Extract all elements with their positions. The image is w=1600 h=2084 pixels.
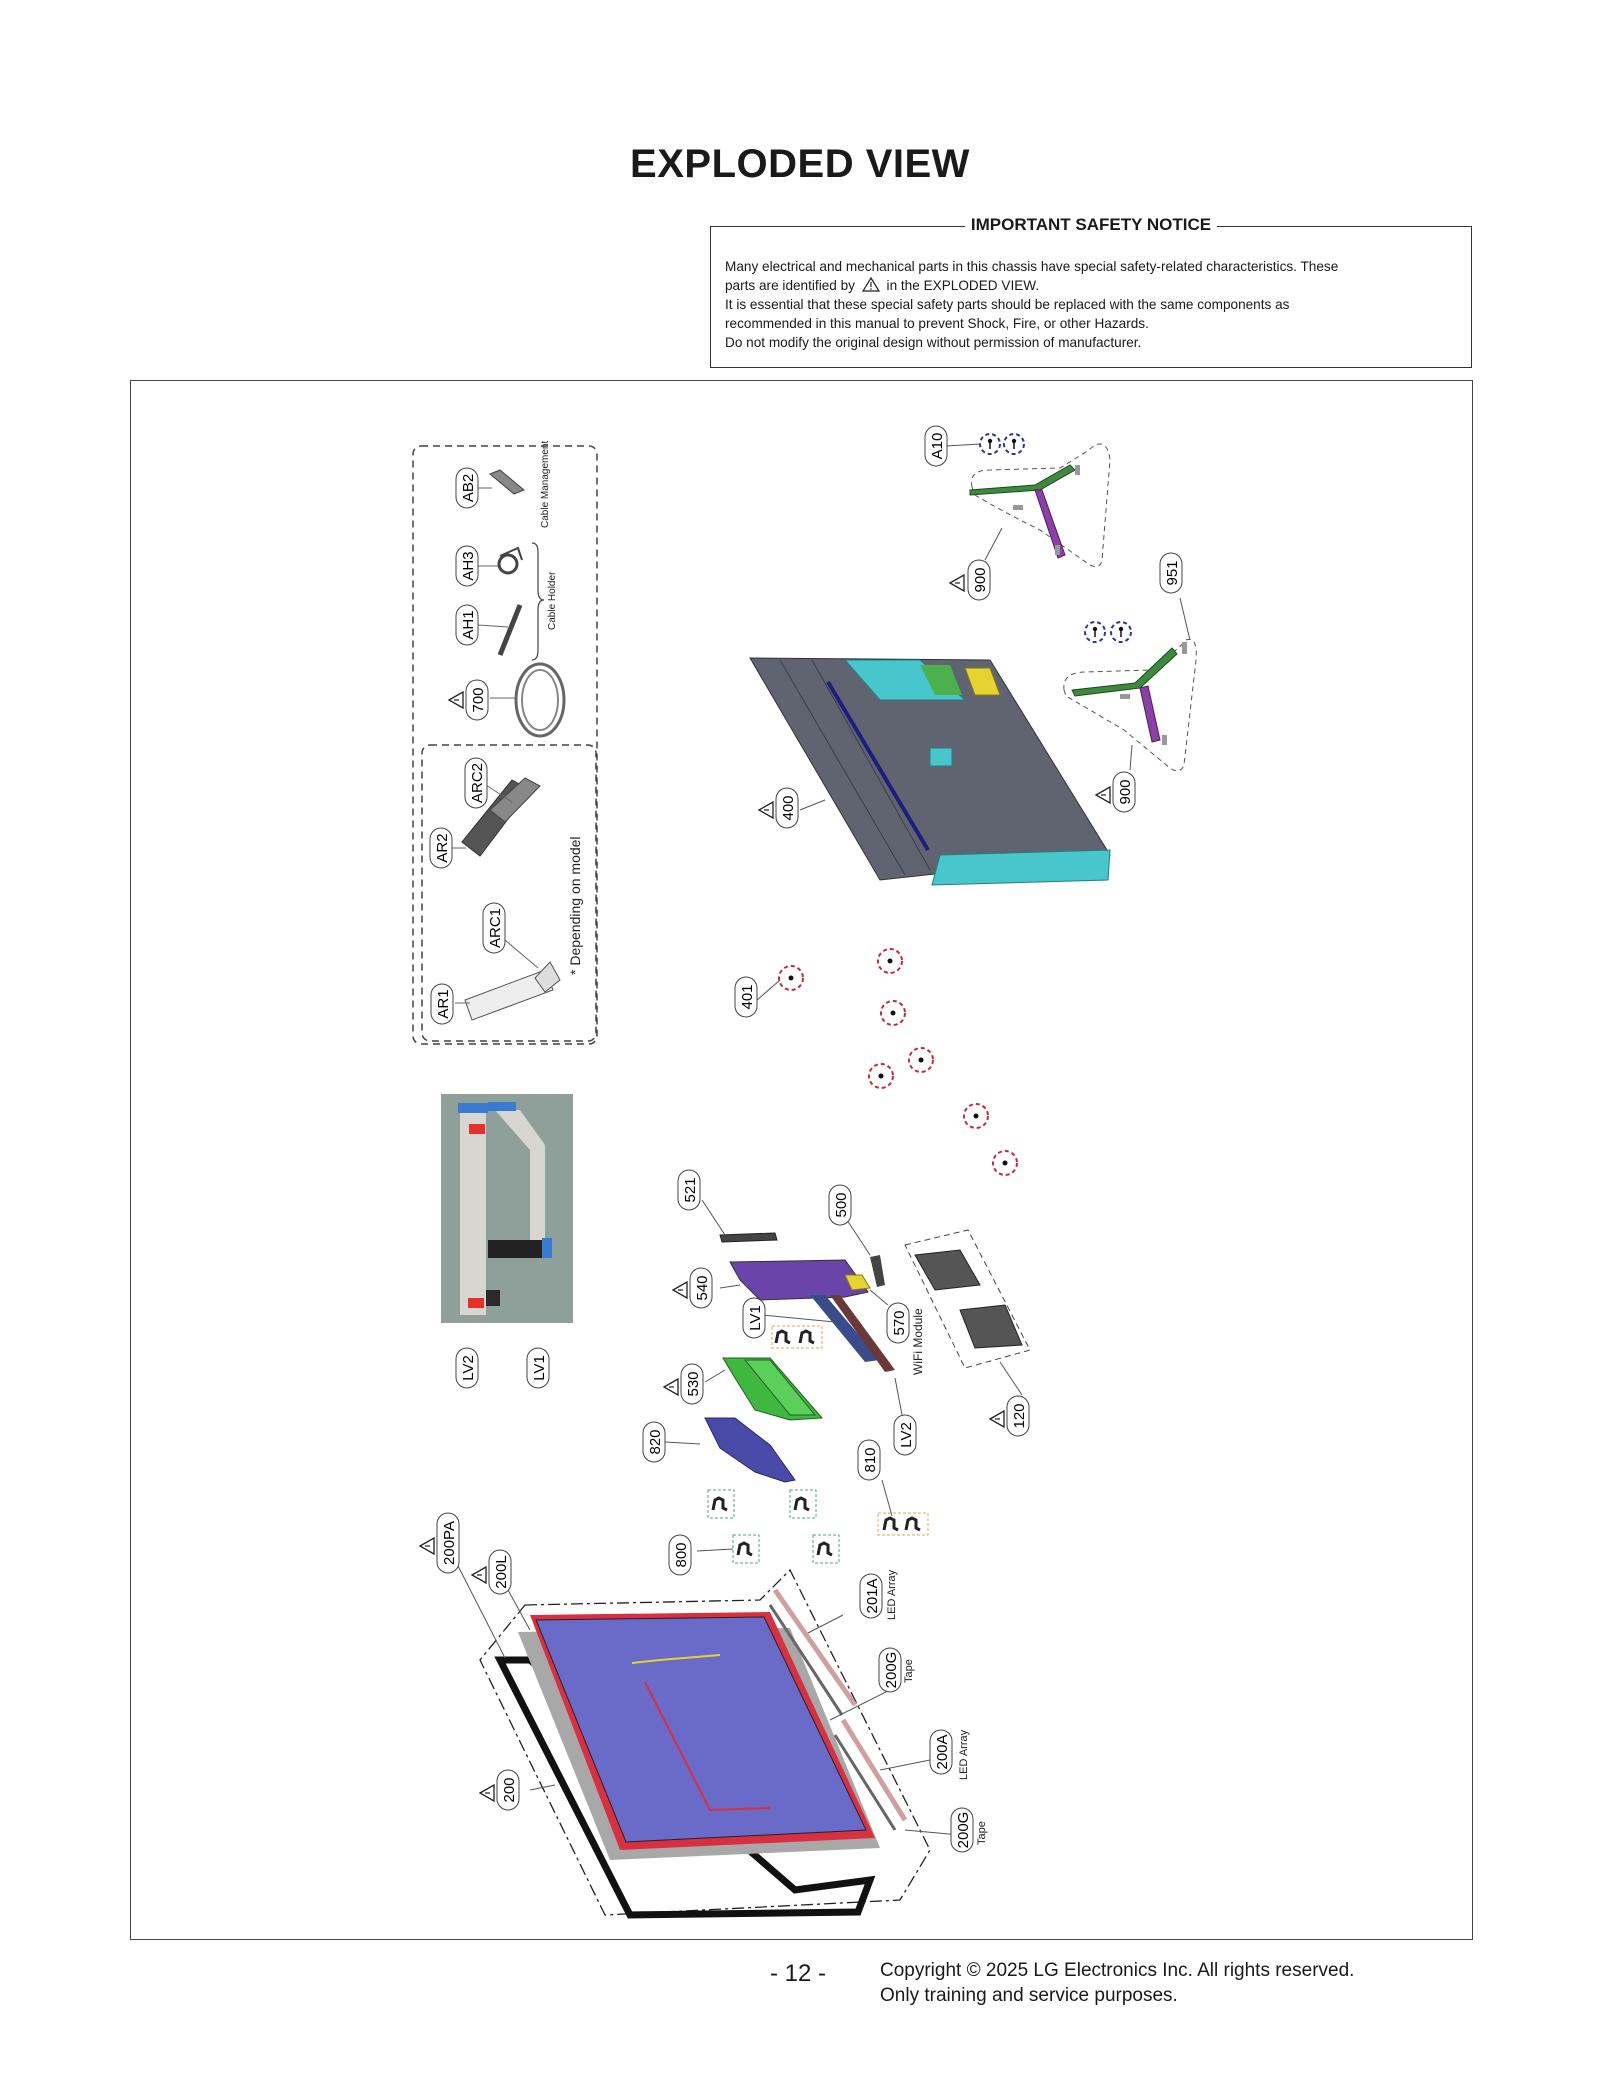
callout-820 bbox=[643, 1422, 665, 1462]
callout-200G-1 bbox=[879, 1648, 901, 1692]
svg-text:500: 500 bbox=[833, 1192, 850, 1218]
callout-AH3 bbox=[456, 546, 478, 586]
svg-text:200A: 200A bbox=[934, 1734, 951, 1770]
svg-text:200: 200 bbox=[501, 1777, 518, 1803]
callout-400 bbox=[776, 788, 798, 828]
svg-text:900: 900 bbox=[1117, 779, 1134, 805]
callout-AH1 bbox=[456, 605, 478, 645]
callout-AR1 bbox=[431, 984, 453, 1024]
purpose-line: Only training and service purposes. bbox=[880, 1985, 1178, 2006]
warning-900-bottom-icon bbox=[1096, 787, 1110, 803]
svg-text:ARC1: ARC1 bbox=[487, 907, 504, 949]
svg-text:951: 951 bbox=[1164, 560, 1181, 586]
clips-800 bbox=[708, 1490, 839, 1563]
svg-text:820: 820 bbox=[647, 1429, 664, 1455]
warning-700-icon bbox=[449, 692, 463, 708]
warning-540-icon bbox=[673, 1282, 687, 1298]
callout-401 bbox=[735, 977, 757, 1017]
svg-text:800: 800 bbox=[673, 1542, 690, 1568]
svg-text:AH3: AH3 bbox=[460, 551, 477, 581]
callout-521 bbox=[678, 1170, 700, 1210]
power-cord bbox=[490, 664, 564, 736]
bracket-500 bbox=[870, 1255, 885, 1287]
callout-810 bbox=[858, 1440, 880, 1480]
svg-text:A10: A10 bbox=[929, 432, 946, 460]
svg-text:AR1: AR1 bbox=[435, 989, 452, 1019]
svg-text:900: 900 bbox=[972, 567, 989, 593]
svg-text:LV1: LV1 bbox=[747, 1305, 764, 1331]
cable-holder-ah3 bbox=[478, 548, 522, 573]
callout-A10 bbox=[925, 426, 947, 466]
svg-text:AR2: AR2 bbox=[434, 833, 451, 863]
lv-cable-photo bbox=[441, 1094, 573, 1323]
svg-text:201A: 201A bbox=[864, 1578, 881, 1614]
shield-820 bbox=[705, 1418, 795, 1482]
svg-text:530: 530 bbox=[685, 1371, 702, 1397]
callout-530 bbox=[681, 1364, 703, 1404]
svg-text:ARC2: ARC2 bbox=[469, 762, 486, 804]
callout-500 bbox=[829, 1185, 851, 1225]
callout-200G-2 bbox=[951, 1808, 973, 1852]
screws-401 bbox=[779, 949, 1017, 1175]
svg-text:200L: 200L bbox=[493, 1555, 510, 1589]
svg-text:400: 400 bbox=[780, 795, 797, 821]
led-array-label-2: LED Array bbox=[958, 1729, 970, 1780]
notice-line-3: It is essential that these special safety parts should be replaced with the same components as bbox=[725, 297, 1290, 312]
callout-LV2 bbox=[894, 1415, 916, 1455]
callout-200PA bbox=[437, 1513, 459, 1573]
power-board-530 bbox=[723, 1358, 822, 1420]
svg-text:LV2: LV2 bbox=[460, 1355, 477, 1381]
cable-management-label: Cable Management bbox=[540, 440, 551, 528]
page-title: EXPLODED VIEW bbox=[630, 142, 970, 186]
notice-line-5: Do not modify the original design without permission of manufacturer. bbox=[725, 335, 1142, 350]
clip-810 bbox=[878, 1513, 928, 1535]
safety-notice-heading: IMPORTANT SAFETY NOTICE bbox=[965, 215, 1217, 234]
depending-on-model-note: * Depending on model bbox=[567, 836, 583, 975]
warning-900-top-icon bbox=[950, 575, 964, 591]
svg-text:AB2: AB2 bbox=[460, 473, 477, 503]
svg-text:540: 540 bbox=[694, 1275, 711, 1301]
svg-text:570: 570 bbox=[891, 1310, 908, 1336]
led-array-label-1: LED Array bbox=[886, 1569, 898, 1620]
tape-label-1: Tape bbox=[903, 1659, 915, 1683]
cable-holder-ah1 bbox=[478, 605, 520, 655]
svg-text:120: 120 bbox=[1011, 1403, 1028, 1429]
page-number: - 12 - bbox=[770, 1960, 827, 1987]
callout-540 bbox=[690, 1268, 712, 1308]
svg-text:AH1: AH1 bbox=[460, 610, 477, 640]
callout-200L bbox=[489, 1550, 511, 1594]
warning-400-icon bbox=[759, 802, 773, 818]
photo-label-LV2 bbox=[456, 1348, 478, 1388]
wifi-module-label: WiFi Module bbox=[911, 1308, 925, 1375]
copyright-line: Copyright © 2025 LG Electronics Inc. All rights reserved. bbox=[880, 1960, 1355, 1981]
callout-AR2 bbox=[430, 828, 452, 868]
callout-951 bbox=[1160, 553, 1182, 593]
warning-530-icon bbox=[664, 1379, 678, 1395]
callout-900-top bbox=[968, 560, 990, 600]
callout-ARC1 bbox=[483, 903, 505, 953]
callout-LV1 bbox=[743, 1298, 765, 1338]
warning-200-icon bbox=[480, 1785, 494, 1801]
warning-200L-icon bbox=[472, 1567, 486, 1583]
notice-line-2-post: in the EXPLODED VIEW. bbox=[886, 278, 1040, 293]
notice-line-2-pre: parts are identified by bbox=[725, 278, 855, 293]
callout-900-bottom bbox=[1113, 772, 1135, 812]
svg-text:LV2: LV2 bbox=[898, 1422, 915, 1448]
footer-copyright bbox=[880, 1958, 1354, 2008]
ir-board-521 bbox=[720, 1233, 777, 1242]
notice-line-4: recommended in this manual to prevent Shock, Fire, or other Hazards. bbox=[725, 316, 1149, 331]
back-cover bbox=[750, 658, 1110, 885]
callout-570 bbox=[887, 1303, 909, 1343]
callout-200A bbox=[930, 1730, 952, 1774]
cable-management-clip bbox=[478, 470, 524, 494]
callout-200 bbox=[497, 1770, 519, 1810]
remote-ar1 bbox=[455, 940, 560, 1020]
cable-holder-label: Cable Holder bbox=[547, 571, 558, 630]
callout-700 bbox=[466, 680, 488, 720]
svg-text:LV1: LV1 bbox=[531, 1355, 548, 1381]
warning-200PA-icon bbox=[420, 1538, 434, 1554]
callout-ARC2 bbox=[465, 758, 487, 808]
svg-text:700: 700 bbox=[470, 687, 487, 713]
svg-text:200G: 200G bbox=[883, 1651, 900, 1689]
tape-label-2: Tape bbox=[976, 1821, 988, 1845]
callout-201A bbox=[860, 1574, 882, 1618]
callout-120 bbox=[1007, 1396, 1029, 1436]
remote-ar2 bbox=[450, 778, 540, 856]
svg-text:810: 810 bbox=[862, 1447, 879, 1473]
accessories-group bbox=[413, 441, 597, 1044]
svg-text:200PA: 200PA bbox=[441, 1521, 458, 1565]
svg-text:401: 401 bbox=[739, 984, 756, 1010]
callout-AB2 bbox=[456, 468, 478, 508]
svg-text:200G: 200G bbox=[955, 1811, 972, 1849]
warning-120-icon bbox=[990, 1411, 1004, 1427]
stand-bottom bbox=[1064, 639, 1196, 770]
svg-text:521: 521 bbox=[682, 1177, 699, 1203]
photo-label-LV1 bbox=[527, 1348, 549, 1388]
notice-line-1: Many electrical and mechanical parts in this chassis have special safety-related characteristics. These bbox=[725, 259, 1339, 274]
callout-800 bbox=[669, 1535, 691, 1575]
panel-module-assembly bbox=[480, 1570, 930, 1915]
lv1-clip bbox=[772, 1326, 822, 1348]
